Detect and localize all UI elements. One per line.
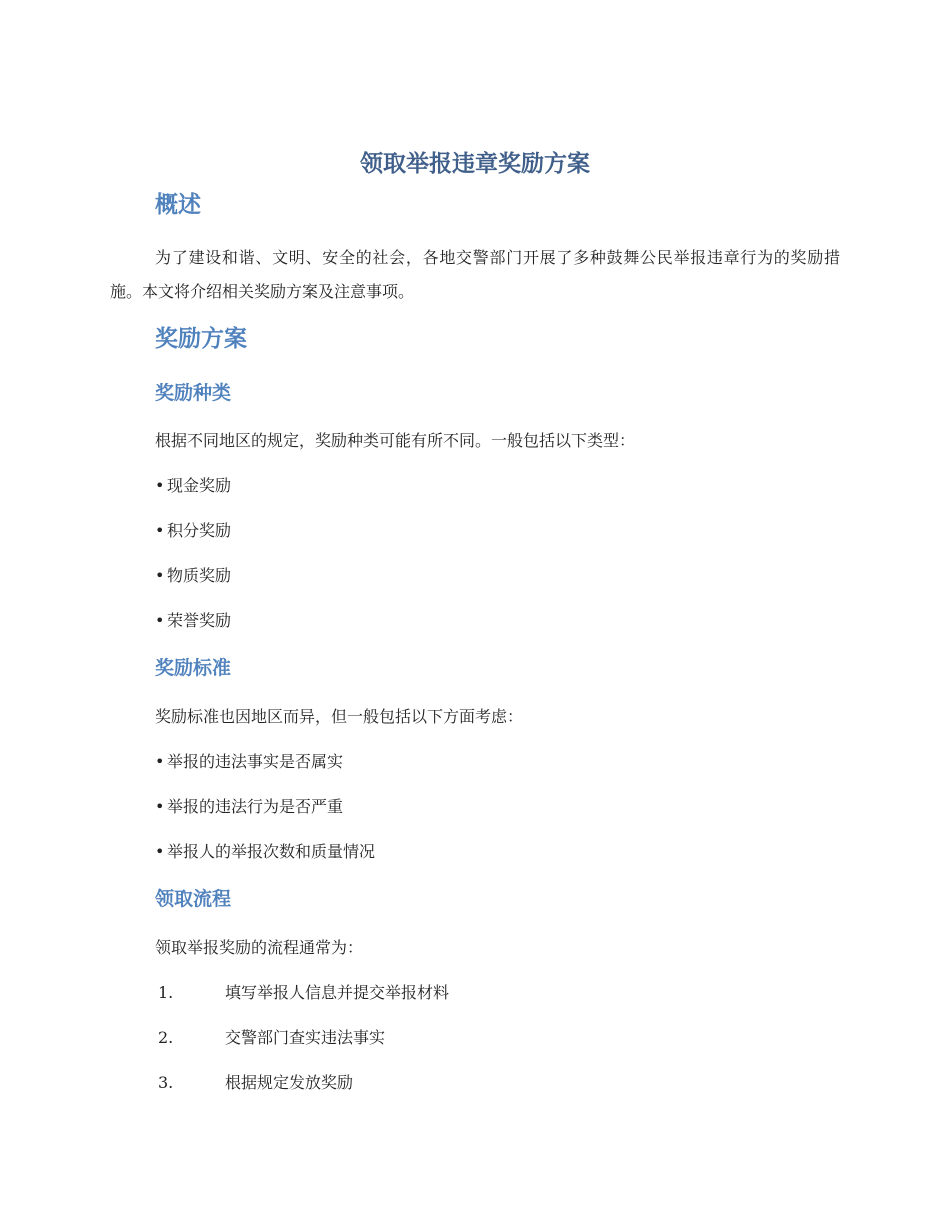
bullet-icon: • <box>155 611 165 630</box>
item-number: 1. <box>158 983 174 1002</box>
numbered-item <box>158 1070 353 1096</box>
bullet-icon: • <box>155 842 165 861</box>
list-item <box>155 518 231 544</box>
numbered-item-text: 根据规定发放奖励 <box>225 1073 354 1092</box>
reward-types-intro: 根据不同地区的规定，奖励种类可能有所不同。一般包括以下类型： <box>155 431 636 450</box>
numbered-item <box>158 980 449 1006</box>
bullet-icon: • <box>155 476 165 495</box>
item-number: 3. <box>158 1073 174 1092</box>
list-item <box>155 749 343 775</box>
bullet-icon: • <box>155 752 165 771</box>
list-item-text: 举报的违法行为是否严重 <box>167 797 344 816</box>
list-item <box>155 608 231 634</box>
list-item-text: 现金奖励 <box>167 476 232 495</box>
numbered-item-text: 交警部门查实违法事实 <box>225 1028 386 1047</box>
item-number: 2. <box>158 1028 174 1047</box>
list-item-text: 积分奖励 <box>167 521 232 540</box>
reward-standards-heading: 奖励标准 <box>155 657 232 679</box>
reward-types-heading: 奖励种类 <box>155 382 232 404</box>
claim-process-heading: 领取流程 <box>155 888 232 910</box>
list-item-text: 举报人的举报次数和质量情况 <box>167 842 376 861</box>
claim-process-intro: 领取举报奖励的流程通常为： <box>155 938 364 957</box>
list-item-text: 物质奖励 <box>167 566 232 585</box>
overview-paragraph: 为了建设和谐、文明、安全的社会，各地交警部门开展了多种鼓舞公民举报违章行为的奖励措施。本文将介绍相关奖励方案及注意事项。 <box>110 248 840 301</box>
list-item <box>155 563 231 589</box>
bullet-icon: • <box>155 797 165 816</box>
numbered-item-text: 填写举报人信息并提交举报材料 <box>225 983 450 1002</box>
document-title: 领取举报违章奖励方案 <box>360 151 590 177</box>
list-item-text: 举报的违法事实是否属实 <box>167 752 344 771</box>
numbered-item <box>158 1025 385 1051</box>
reward-standards-intro: 奖励标准也因地区而异，但一般包括以下方面考虑： <box>155 707 524 726</box>
list-item <box>155 839 375 865</box>
bullet-icon: • <box>155 521 165 540</box>
overview-heading: 概述 <box>155 192 201 218</box>
reward-plan-heading: 奖励方案 <box>155 326 247 352</box>
list-item <box>155 794 343 820</box>
list-item-text: 荣誉奖励 <box>167 611 232 630</box>
list-item <box>155 473 231 499</box>
bullet-icon: • <box>155 566 165 585</box>
